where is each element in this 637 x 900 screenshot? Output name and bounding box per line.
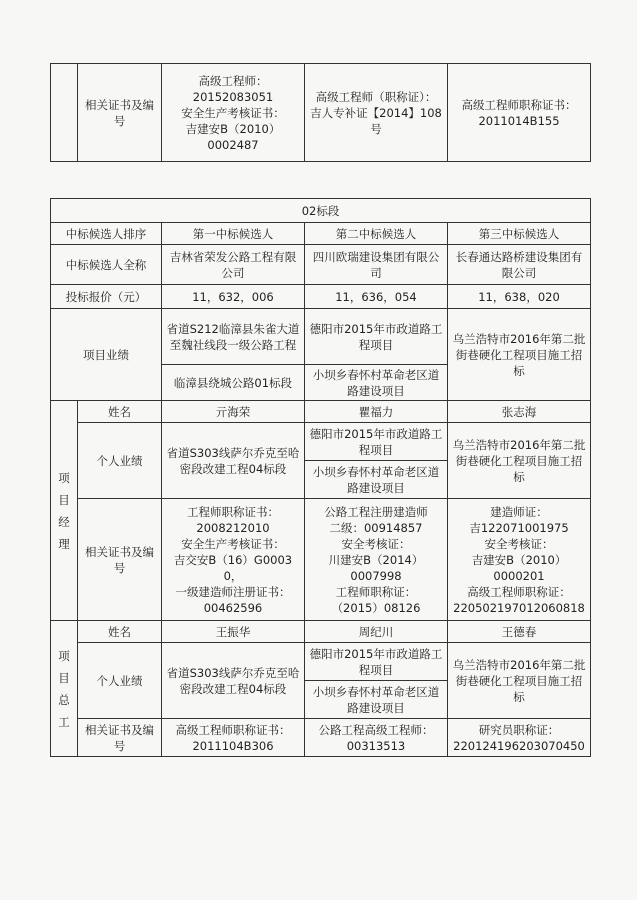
fullname-c2: 四川欧瑞建设集团有限公司 — [305, 245, 448, 285]
pm-perf-c2a: 德阳市2015年市政道路工程项目 — [305, 423, 448, 461]
rank-c1: 第一中标候选人 — [162, 223, 305, 245]
pm-name-c1: 亓海荣 — [162, 401, 305, 423]
pm-name-c2: 瞿福力 — [305, 401, 448, 423]
rank-c3: 第三中标候选人 — [448, 223, 591, 245]
pe-name-c3: 王德春 — [448, 621, 591, 643]
fullname-c3: 长春通达路桥建设集团有限公司 — [448, 245, 591, 285]
pe-perf-c2a: 德阳市2015年市政道路工程项目 — [305, 643, 448, 681]
perf-c2b: 小坝乡春怀村革命老区道路建设项目 — [305, 365, 448, 401]
pe-name-label: 姓名 — [78, 621, 162, 643]
rank-label: 中标候选人排序 — [51, 223, 162, 245]
pe-cert-label: 相关证书及编号 — [78, 719, 162, 757]
project-performance-label: 项目业绩 — [51, 309, 162, 401]
perf-c3: 乌兰浩特市2016年第二批街巷硬化工程项目施工招标 — [448, 309, 591, 401]
top-cert-c3: 高级工程师职称证书： 2011014B155 — [448, 64, 591, 162]
top-cert-c1: 高级工程师： 20152083051 安全生产考核证书： 吉建安B（2010） 0002487 — [162, 64, 305, 162]
top-group-cell — [51, 64, 78, 162]
bid-c1: 11，632，006 — [162, 285, 305, 309]
bid-label: 投标报价（元） — [51, 285, 162, 309]
top-cert-c2: 高级工程师（职称证）： 吉人专补证【2014】108 号 — [305, 64, 448, 162]
rank-c2: 第二中标候选人 — [305, 223, 448, 245]
pe-cert-c3: 研究员职称证： 220124196203070450 — [448, 719, 591, 757]
section-title: 02标段 — [51, 199, 591, 223]
perf-c2a: 德阳市2015年市政道路工程项目 — [305, 309, 448, 365]
pm-cert-c3: 建造师证： 吉122071001975 安全考核证： 吉建安B（2010） 0000201 高级工程师职称证： 220502197012060818 — [448, 499, 591, 621]
pm-name-c3: 张志海 — [448, 401, 591, 423]
pe-group-label: 项 目 总 工 — [51, 621, 78, 757]
pe-cert-c1: 高级工程师职称证书： 2011104B306 — [162, 719, 305, 757]
pe-perf-c1: 省道S303线萨尔乔克至哈密段改建工程04标段 — [162, 643, 305, 719]
top-certificates-table — [50, 63, 591, 162]
pe-perf-c2b: 小坝乡春怀村革命老区道路建设项目 — [305, 681, 448, 719]
perf-c1a: 省道S212临漳县朱雀大道至魏社线段一级公路工程 — [162, 309, 305, 365]
pm-cert-label: 相关证书及编号 — [78, 499, 162, 621]
top-cert-label: 相关证书及编号 — [78, 64, 162, 162]
pm-perf-c3: 乌兰浩特市2016年第二批街巷硬化工程项目施工招标 — [448, 423, 591, 499]
fullname-label: 中标候选人全称 — [51, 245, 162, 285]
pm-cert-c1: 工程师职称证书： 2008212010 安全生产考核证书： 吉交安B（16）G00030， 一级建造师注册证书： 00462596 — [162, 499, 305, 621]
pm-perf-c1: 省道S303线萨尔乔克至哈密段改建工程04标段 — [162, 423, 305, 499]
bid-c2: 11，636，054 — [305, 285, 448, 309]
lot-02-table — [50, 198, 591, 757]
pe-perf-c3: 乌兰浩特市2016年第二批街巷硬化工程项目施工招标 — [448, 643, 591, 719]
pe-perf-label: 个人业绩 — [78, 643, 162, 719]
perf-c1b: 临漳县绕城公路01标段 — [162, 365, 305, 401]
pm-perf-label: 个人业绩 — [78, 423, 162, 499]
pm-name-label: 姓名 — [78, 401, 162, 423]
pm-cert-c2: 公路工程注册建造师 二级：00914857 安全考核证： 川建安B（2014） 0007998 工程师职称证： （2015）08126 — [305, 499, 448, 621]
fullname-c1: 吉林省荣发公路工程有限公司 — [162, 245, 305, 285]
pe-cert-c2: 公路工程高级工程师： 00313513 — [305, 719, 448, 757]
bid-c3: 11，638，020 — [448, 285, 591, 309]
pe-name-c2: 周纪川 — [305, 621, 448, 643]
pm-group-label: 项 目 经 理 — [51, 401, 78, 621]
pm-perf-c2b: 小坝乡春怀村革命老区道路建设项目 — [305, 461, 448, 499]
pe-name-c1: 王振华 — [162, 621, 305, 643]
